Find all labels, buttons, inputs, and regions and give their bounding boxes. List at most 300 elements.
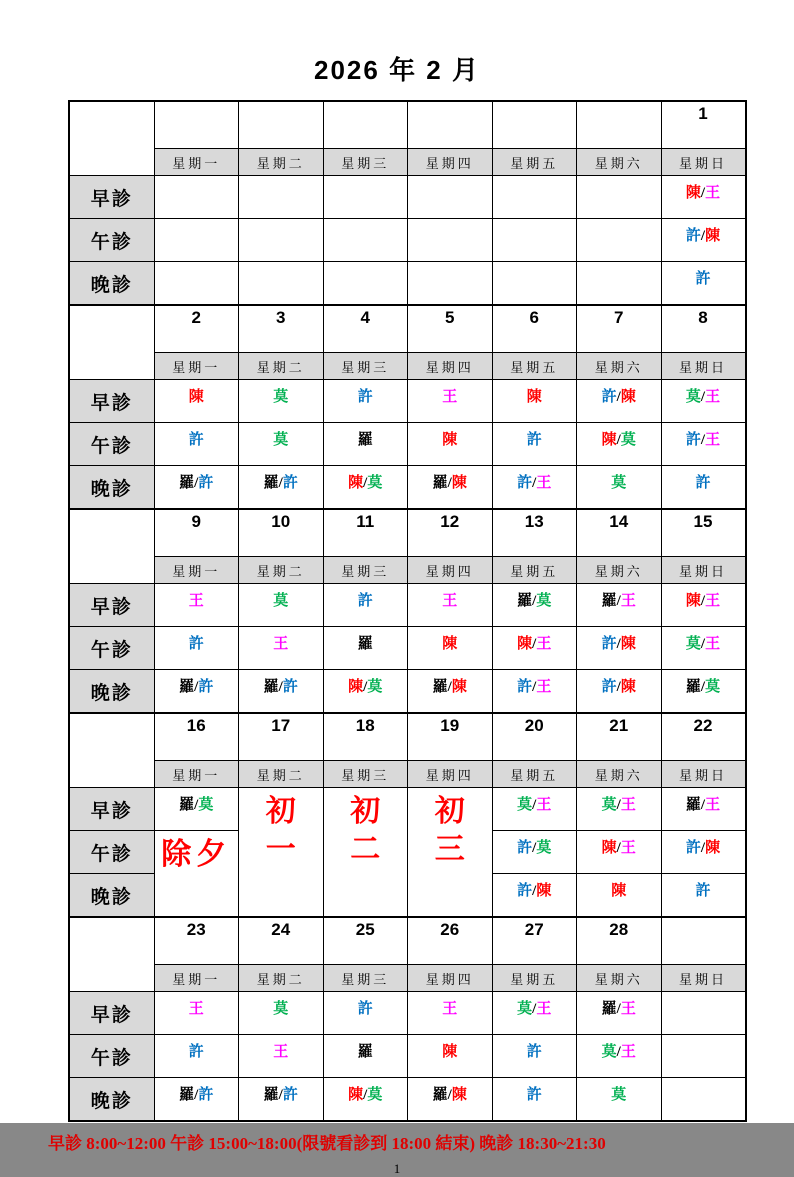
- session-cell: [408, 176, 493, 219]
- date-cell: 16: [154, 713, 239, 761]
- session-cell: [154, 1078, 239, 1122]
- doctor-name: 王: [620, 1044, 636, 1060]
- doctor-name: 羅: [432, 475, 448, 491]
- doctor-name: 莫: [611, 1087, 627, 1103]
- date-cell: [577, 101, 662, 149]
- session-row: [69, 1035, 746, 1078]
- session-cell: [408, 219, 493, 262]
- doctor-name: 莫: [685, 389, 701, 405]
- session-label: 晚診: [69, 466, 154, 510]
- doctor-name: 陳: [601, 432, 617, 448]
- doctor-name: 羅: [432, 679, 448, 695]
- slash-separator: /: [194, 475, 199, 491]
- session-cell: [239, 1078, 324, 1122]
- session-cell: [154, 466, 239, 510]
- weekday-header: 星期三: [323, 761, 408, 788]
- slash-separator: /: [532, 1001, 537, 1017]
- weekday-header-row: [69, 761, 746, 788]
- doctor-name: 王: [620, 797, 636, 813]
- slash-separator: /: [278, 475, 283, 491]
- session-cell: [408, 627, 493, 670]
- session-cell: [661, 219, 746, 262]
- date-cell: 2: [154, 305, 239, 353]
- doctor-name: 許: [695, 475, 711, 491]
- doctor-name: 許: [526, 1044, 542, 1060]
- weekday-header: 星期二: [239, 761, 324, 788]
- session-label: 早診: [69, 584, 154, 627]
- clinic-hours-note: 早診 8:00~12:00 午診 15:00~18:00(限號看診到 18:00 結束) 晚診 18:30~21:30: [48, 1134, 606, 1153]
- festival-cell: 除夕: [154, 831, 239, 918]
- slash-separator: /: [700, 593, 706, 609]
- doctor-name: 王: [442, 389, 458, 405]
- corner-cell: [69, 305, 154, 380]
- weekday-header: 星期一: [154, 761, 239, 788]
- slash-separator: /: [616, 797, 621, 813]
- weekday-header: 星期五: [492, 353, 577, 380]
- doctor-name: 許: [601, 679, 617, 695]
- session-cell: [239, 176, 324, 219]
- doctor-name: 許: [198, 475, 214, 491]
- session-row: [69, 788, 746, 831]
- doctor-name: 許: [188, 636, 204, 652]
- session-cell: [577, 992, 662, 1035]
- session-cell: [239, 466, 324, 510]
- date-cell: 4: [323, 305, 408, 353]
- session-cell: [154, 584, 239, 627]
- session-cell: [577, 874, 662, 918]
- session-row: [69, 219, 746, 262]
- session-cell: [577, 262, 662, 306]
- session-cell: [323, 219, 408, 262]
- session-cell: [154, 380, 239, 423]
- session-cell: [408, 262, 493, 306]
- doctor-name: 陳: [348, 679, 364, 695]
- session-cell: [239, 584, 324, 627]
- session-row: [69, 423, 746, 466]
- weekday-header: 星期五: [492, 557, 577, 584]
- doctor-name: 莫: [705, 679, 721, 695]
- session-cell: [239, 262, 324, 306]
- slash-separator: /: [532, 475, 537, 491]
- slash-separator: /: [616, 593, 621, 609]
- slash-separator: /: [700, 636, 706, 652]
- weekday-header: 星期三: [323, 353, 408, 380]
- date-cell: 6: [492, 305, 577, 353]
- session-cell: [154, 992, 239, 1035]
- weekday-header: 星期六: [577, 761, 662, 788]
- doctor-name: 陳: [348, 1087, 364, 1103]
- session-row: [69, 670, 746, 714]
- doctor-name: 許: [601, 636, 617, 652]
- session-label: 早診: [69, 380, 154, 423]
- session-cell: [239, 219, 324, 262]
- session-cell: [577, 176, 662, 219]
- doctor-name: 許: [601, 389, 617, 405]
- session-label: 早診: [69, 788, 154, 831]
- date-cell: [239, 101, 324, 149]
- weekday-header: 星期四: [408, 353, 493, 380]
- session-row: [69, 627, 746, 670]
- date-cell: 15: [661, 509, 746, 557]
- doctor-name: 羅: [685, 679, 701, 695]
- session-cell: [661, 992, 746, 1035]
- slash-separator: /: [363, 679, 368, 695]
- doctor-name: 王: [188, 1001, 204, 1017]
- session-label: 晚診: [69, 262, 154, 306]
- session-cell: [154, 176, 239, 219]
- slash-separator: /: [616, 1044, 621, 1060]
- session-label: 晚診: [69, 670, 154, 714]
- date-cell: [661, 917, 746, 965]
- weekday-header: 星期六: [577, 965, 662, 992]
- date-cell: [408, 101, 493, 149]
- session-cell: [577, 788, 662, 831]
- date-cell: 28: [577, 917, 662, 965]
- session-cell: [154, 670, 239, 714]
- date-cell: 20: [492, 713, 577, 761]
- doctor-name: 王: [536, 797, 552, 813]
- slash-separator: /: [363, 1087, 368, 1103]
- doctor-name: 許: [357, 389, 373, 405]
- session-cell: [323, 627, 408, 670]
- festival-char: 一: [265, 832, 296, 866]
- slash-separator: /: [700, 797, 706, 813]
- doctor-name: 陳: [705, 228, 721, 244]
- festival-cell: [239, 788, 324, 918]
- weekday-header: 星期二: [239, 557, 324, 584]
- doctor-name: 羅: [601, 1001, 617, 1017]
- doctor-name: 羅: [357, 1044, 373, 1060]
- session-row: [69, 380, 746, 423]
- doctor-name: 陳: [526, 389, 542, 405]
- doctor-name: 莫: [517, 797, 533, 813]
- weekday-header-row: [69, 149, 746, 176]
- doctor-name: 王: [536, 475, 552, 491]
- page-number: 1: [393, 1161, 401, 1177]
- session-cell: [154, 423, 239, 466]
- doctor-name: 陳: [601, 840, 617, 856]
- session-cell: [492, 831, 577, 874]
- doctor-name: 許: [357, 593, 373, 609]
- weekday-header: 星期五: [492, 761, 577, 788]
- doctor-name: 羅: [179, 475, 195, 491]
- session-cell: [661, 1035, 746, 1078]
- week-date-row: [69, 917, 746, 965]
- doctor-name: 許: [526, 1087, 542, 1103]
- slash-separator: /: [363, 475, 368, 491]
- date-cell: 26: [408, 917, 493, 965]
- session-cell: [323, 262, 408, 306]
- session-cell: [577, 831, 662, 874]
- doctor-name: 羅: [263, 679, 279, 695]
- slash-separator: /: [532, 797, 537, 813]
- doctor-name: 莫: [685, 636, 701, 652]
- slash-separator: /: [616, 636, 621, 652]
- session-cell: [661, 670, 746, 714]
- doctor-name: 莫: [273, 593, 289, 609]
- session-label: 早診: [69, 176, 154, 219]
- session-cell: [154, 1035, 239, 1078]
- session-cell: [492, 788, 577, 831]
- weekday-header: 星期日: [661, 965, 746, 992]
- weekday-header: 星期一: [154, 149, 239, 176]
- date-cell: [492, 101, 577, 149]
- session-cell: [323, 1035, 408, 1078]
- week-date-row: [69, 509, 746, 557]
- doctor-name: 陳: [705, 840, 721, 856]
- festival-char: 初: [350, 795, 381, 828]
- week-date-row: [69, 101, 746, 149]
- slash-separator: /: [447, 679, 452, 695]
- doctor-name: 莫: [611, 475, 627, 491]
- doctor-name: 王: [536, 679, 552, 695]
- doctor-name: 王: [705, 636, 721, 652]
- doctor-name: 莫: [367, 679, 383, 695]
- session-cell: [492, 219, 577, 262]
- date-cell: 19: [408, 713, 493, 761]
- session-cell: [492, 380, 577, 423]
- doctor-name: 羅: [179, 1087, 195, 1103]
- session-cell: [323, 584, 408, 627]
- date-cell: 7: [577, 305, 662, 353]
- date-cell: 12: [408, 509, 493, 557]
- doctor-name: 王: [536, 636, 552, 652]
- session-cell: [492, 466, 577, 510]
- doctor-name: 王: [620, 593, 636, 609]
- corner-cell: [69, 101, 154, 176]
- doctor-name: 王: [705, 389, 721, 405]
- session-cell: [577, 1035, 662, 1078]
- session-label: 午診: [69, 1035, 154, 1078]
- doctor-name: 王: [442, 1001, 458, 1017]
- slash-separator: /: [532, 840, 537, 856]
- session-cell: [239, 627, 324, 670]
- doctor-name: 陳: [685, 593, 701, 609]
- session-label: 晚診: [69, 874, 154, 918]
- calendar-title: 2026 年 2 月: [314, 55, 480, 85]
- session-cell: [323, 423, 408, 466]
- date-cell: 10: [239, 509, 324, 557]
- slash-separator: /: [278, 679, 283, 695]
- date-cell: [323, 101, 408, 149]
- session-label: 晚診: [69, 1078, 154, 1122]
- doctor-name: 許: [282, 1087, 298, 1103]
- session-cell: [408, 992, 493, 1035]
- festival-char: 初: [434, 795, 465, 828]
- session-cell: [492, 262, 577, 306]
- session-cell: [239, 423, 324, 466]
- session-cell: [661, 380, 746, 423]
- session-label: 午診: [69, 627, 154, 670]
- corner-cell: [69, 917, 154, 992]
- session-cell: [577, 423, 662, 466]
- doctor-name: 陳: [188, 389, 204, 405]
- session-cell: [492, 874, 577, 918]
- slash-separator: /: [447, 1087, 452, 1103]
- session-cell: [577, 670, 662, 714]
- doctor-name: 陳: [442, 1044, 458, 1060]
- session-label: 早診: [69, 992, 154, 1035]
- doctor-name: 王: [620, 1001, 636, 1017]
- doctor-name: 羅: [263, 475, 279, 491]
- doctor-name: 許: [685, 840, 701, 856]
- doctor-name: 陳: [536, 883, 552, 899]
- doctor-name: 王: [620, 840, 636, 856]
- slash-separator: /: [616, 840, 621, 856]
- session-cell: [492, 423, 577, 466]
- festival-char: 初: [265, 795, 296, 828]
- weekday-header-row: [69, 557, 746, 584]
- doctor-name: 王: [705, 797, 721, 813]
- slash-separator: /: [532, 593, 537, 609]
- session-cell: [154, 262, 239, 306]
- doctor-name: 莫: [367, 1087, 383, 1103]
- weekday-header: 星期二: [239, 149, 324, 176]
- session-cell: [239, 380, 324, 423]
- weekday-header: 星期三: [323, 557, 408, 584]
- slash-separator: /: [700, 389, 706, 405]
- session-cell: [661, 262, 746, 306]
- session-cell: [408, 670, 493, 714]
- session-cell: [577, 219, 662, 262]
- doctor-name: 許: [198, 1087, 214, 1103]
- session-cell: [408, 466, 493, 510]
- date-cell: 27: [492, 917, 577, 965]
- doctor-name: 陳: [348, 475, 364, 491]
- session-cell: [661, 584, 746, 627]
- corner-cell: [69, 713, 154, 788]
- session-cell: [577, 1078, 662, 1122]
- doctor-name: 許: [188, 1044, 204, 1060]
- date-cell: 3: [239, 305, 324, 353]
- date-cell: 5: [408, 305, 493, 353]
- session-cell: [577, 380, 662, 423]
- week-date-row: [69, 713, 746, 761]
- date-cell: 8: [661, 305, 746, 353]
- slash-separator: /: [194, 797, 199, 813]
- session-cell: [239, 670, 324, 714]
- doctor-name: 莫: [536, 593, 552, 609]
- date-cell: 22: [661, 713, 746, 761]
- festival-cell: [408, 788, 493, 918]
- session-cell: [323, 380, 408, 423]
- session-row: [69, 262, 746, 306]
- weekday-header: 星期五: [492, 965, 577, 992]
- weekday-header: 星期一: [154, 353, 239, 380]
- festival-cell: [323, 788, 408, 918]
- weekday-header: 星期日: [661, 149, 746, 176]
- doctor-name: 許: [282, 475, 298, 491]
- date-cell: 1: [661, 101, 746, 149]
- doctor-name: 莫: [198, 797, 214, 813]
- session-label: 午診: [69, 423, 154, 466]
- doctor-name: 陳: [451, 475, 467, 491]
- session-cell: [661, 176, 746, 219]
- session-cell: [661, 1078, 746, 1122]
- weekday-header: 星期日: [661, 557, 746, 584]
- slash-separator: /: [532, 636, 537, 652]
- slash-separator: /: [616, 432, 621, 448]
- doctor-name: 許: [282, 679, 298, 695]
- doctor-name: 王: [705, 185, 721, 201]
- session-cell: [239, 1035, 324, 1078]
- doctor-name: 羅: [263, 1087, 279, 1103]
- session-cell: [661, 627, 746, 670]
- doctor-name: 許: [695, 883, 711, 899]
- weekday-header: 星期三: [323, 149, 408, 176]
- corner-cell: [69, 509, 154, 584]
- doctor-name: 陳: [442, 432, 458, 448]
- doctor-name: 莫: [601, 1044, 617, 1060]
- session-cell: [239, 992, 324, 1035]
- session-row: [69, 466, 746, 510]
- week-date-row: [69, 305, 746, 353]
- slash-separator: /: [278, 1087, 283, 1103]
- doctor-name: 莫: [536, 840, 552, 856]
- doctor-name: 陳: [620, 679, 636, 695]
- doctor-name: 羅: [432, 1087, 448, 1103]
- festival-char: 二: [350, 832, 381, 866]
- weekday-header: 星期一: [154, 557, 239, 584]
- slash-separator: /: [194, 1087, 199, 1103]
- session-cell: [492, 1078, 577, 1122]
- session-cell: [492, 1035, 577, 1078]
- session-cell: [323, 1078, 408, 1122]
- session-cell: [154, 788, 239, 831]
- slash-separator: /: [616, 1001, 621, 1017]
- weekday-header-row: [69, 353, 746, 380]
- weekday-header: 星期二: [239, 353, 324, 380]
- doctor-name: 羅: [179, 679, 195, 695]
- date-cell: 17: [239, 713, 324, 761]
- doctor-name: 羅: [601, 593, 617, 609]
- doctor-name: 陳: [685, 185, 701, 201]
- date-cell: 11: [323, 509, 408, 557]
- slash-separator: /: [616, 389, 621, 405]
- doctor-name: 王: [273, 636, 289, 652]
- weekday-header: 星期五: [492, 149, 577, 176]
- session-cell: [408, 1078, 493, 1122]
- slash-separator: /: [700, 432, 706, 448]
- doctor-name: 許: [695, 271, 711, 287]
- doctor-name: 許: [685, 432, 701, 448]
- doctor-name: 陳: [517, 636, 533, 652]
- session-row: [69, 584, 746, 627]
- doctor-name: 許: [517, 475, 533, 491]
- session-row: [69, 992, 746, 1035]
- weekday-header: 星期三: [323, 965, 408, 992]
- slash-separator: /: [532, 679, 537, 695]
- date-cell: 9: [154, 509, 239, 557]
- doctor-name: 許: [526, 432, 542, 448]
- session-cell: [154, 219, 239, 262]
- session-cell: [492, 992, 577, 1035]
- slash-separator: /: [616, 679, 621, 695]
- doctor-name: 陳: [442, 636, 458, 652]
- weekday-header: 星期四: [408, 965, 493, 992]
- weekday-header: 星期二: [239, 965, 324, 992]
- doctor-name: 許: [685, 228, 701, 244]
- weekday-header: 星期四: [408, 761, 493, 788]
- slash-separator: /: [532, 883, 537, 899]
- doctor-name: 許: [198, 679, 214, 695]
- doctor-name: 許: [517, 883, 533, 899]
- doctor-name: 許: [517, 840, 533, 856]
- doctor-name: 王: [705, 432, 721, 448]
- doctor-name: 陳: [620, 389, 636, 405]
- schedule-table: [68, 100, 747, 1122]
- doctor-name: 王: [188, 593, 204, 609]
